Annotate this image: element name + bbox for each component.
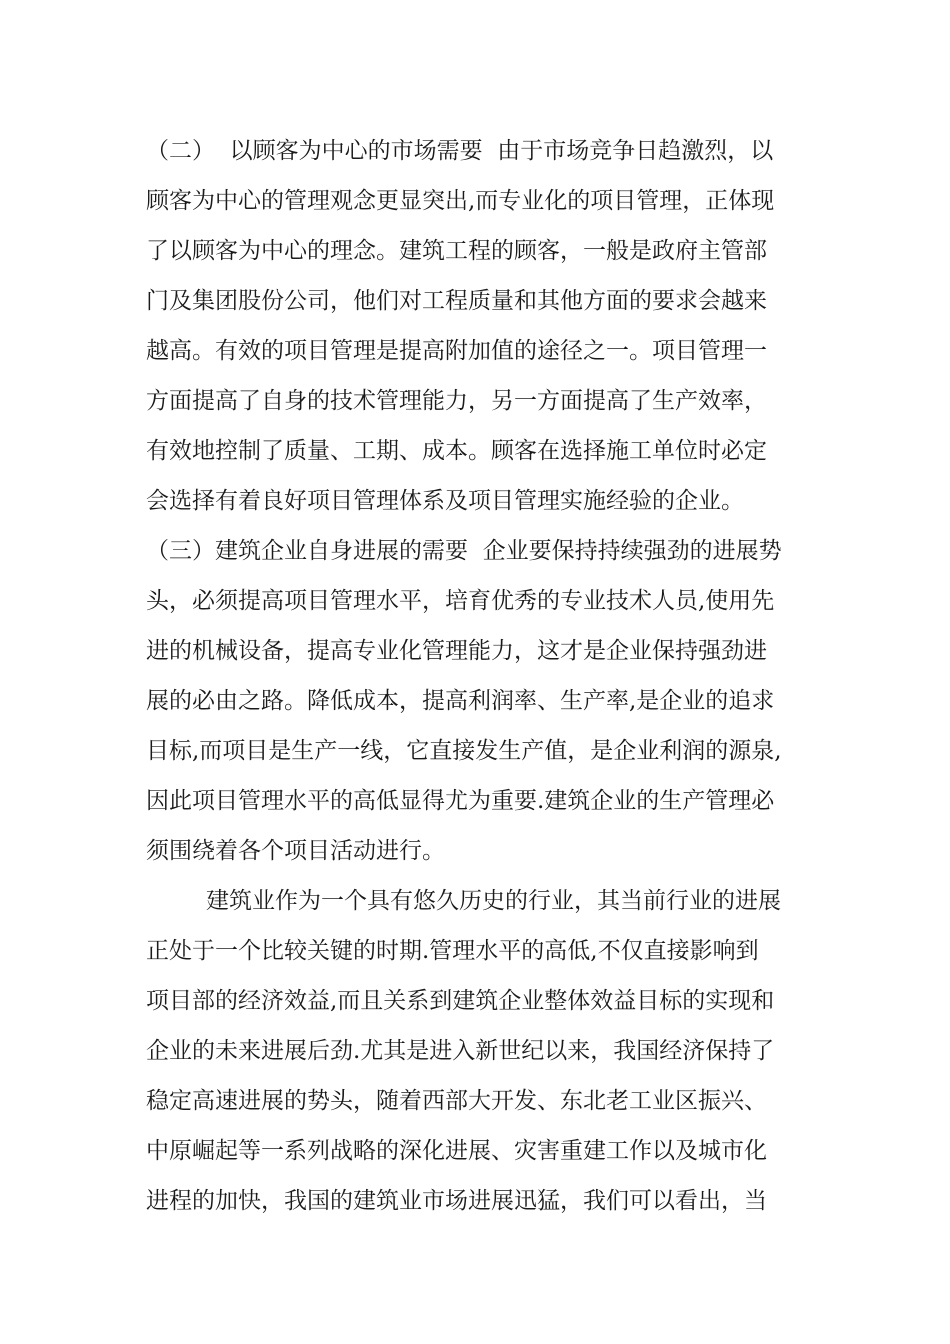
text-line: 了以顾客为中心的理念。建筑工程的顾客，一般是政府主管部 [146, 238, 767, 264]
text-line: 方面提高了自身的技术管理能力，另一方面提高了生产效率， [146, 388, 767, 414]
text-line: 展的必由之路。降低成本，提高利润率、生产率,是企业的追求 [146, 688, 775, 714]
text-line: 因此项目管理水平的高低显得尤为重要.建筑企业的生产管理必 [146, 788, 775, 814]
text-line: 建筑业作为一个具有悠久历史的行业，其当前行业的进展 [206, 888, 781, 914]
text-line: 门及集团股份公司，他们对工程质量和其他方面的要求会越来 [146, 288, 767, 314]
text-line: 进的机械设备，提高专业化管理能力，这才是企业保持强劲进 [146, 638, 767, 664]
text-line: 中原崛起等一系列战略的深化进展、灾害重建工作以及城市化 [146, 1138, 767, 1164]
text-line: 企业的未来进展后劲.尤其是进入新世纪以来，我国经济保持了 [146, 1038, 775, 1064]
text-line: （三）建筑企业自身进展的需要 企业要保持持续强劲的进展势 [146, 538, 782, 564]
text-line: （二） 以顾客为中心的市场需要 由于市场竞争日趋激烈，以 [146, 138, 774, 164]
text-line: 正处于一个比较关键的时期.管理水平的高低,不仅直接影响到 [146, 938, 759, 964]
text-line: 须围绕着各个项目活动进行。 [146, 838, 445, 864]
text-line: 项目部的经济效益,而且关系到建筑企业整体效益目标的实现和 [146, 988, 775, 1014]
text-line: 进程的加快，我国的建筑业市场进展迅猛，我们可以看出，当 [146, 1188, 767, 1214]
text-line: 目标,而项目是生产一线，它直接发生产值，是企业利润的源泉, [146, 738, 782, 764]
text-line: 头，必须提高项目管理水平，培育优秀的专业技术人员,使用先 [146, 588, 775, 614]
text-line: 会选择有着良好项目管理体系及项目管理实施经验的企业。 [146, 488, 744, 514]
text-line: 有效地控制了质量、工期、成本。顾客在选择施工单位时必定 [146, 438, 767, 464]
text-line: 顾客为中心的管理观念更显突出,而专业化的项目管理，正体现 [146, 188, 775, 214]
text-line: 稳定高速进展的势头，随着西部大开发、东北老工业区振兴、 [146, 1088, 767, 1114]
text-line: 越高。有效的项目管理是提高附加值的途径之一。项目管理一 [146, 338, 767, 364]
